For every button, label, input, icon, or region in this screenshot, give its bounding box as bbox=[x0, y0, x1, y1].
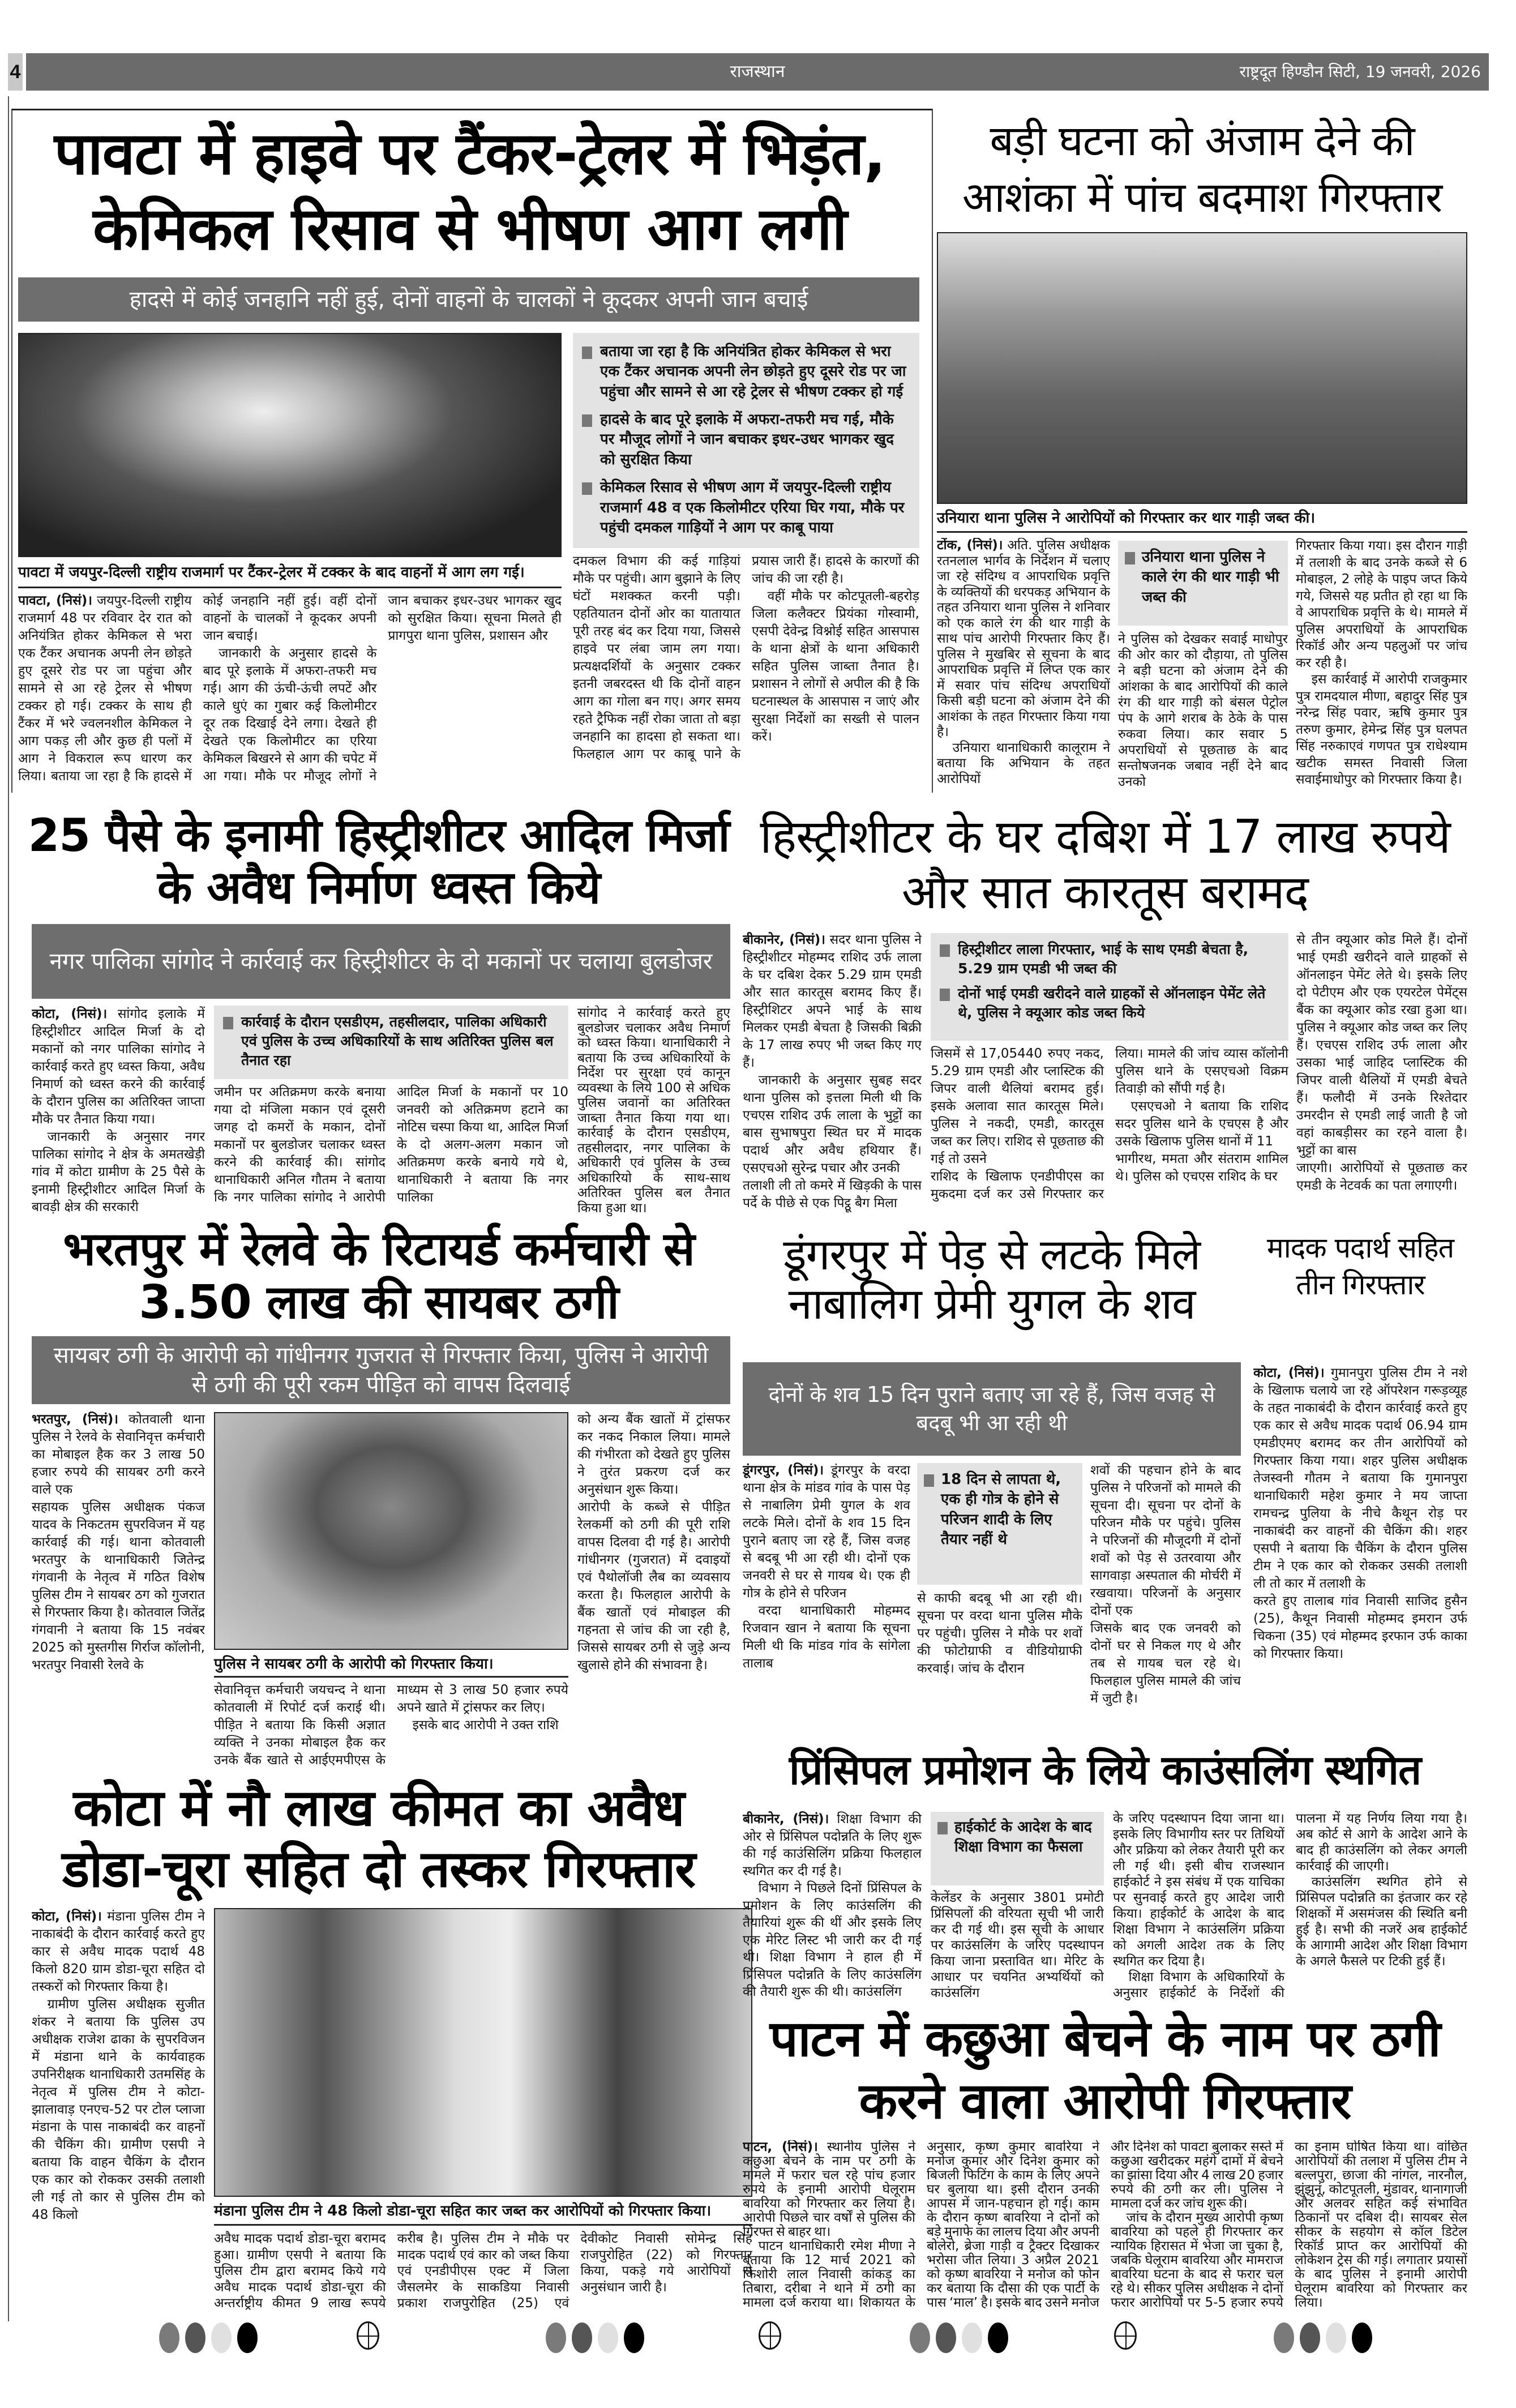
paragraph: स्थानीय पुलिस ने कछुआ बेचने के नाम पर ठगी के मामले में फरार चल रहे पांच हजार रुपये के इनामी आरोपी घेलूराम बावरिया को गिरफ्तार कर लिया है। आरोपी पिछले चार वर्षों से पुलिस की गिरफ्त से बाहर था। bbox=[743, 2140, 916, 2239]
article-body bbox=[32, 1908, 205, 2311]
registration-dot bbox=[624, 2323, 644, 2353]
article-body-continued bbox=[573, 553, 919, 788]
highlight-item bbox=[223, 1012, 559, 1070]
paragraph: वहीं मौके पर कोटपूतली-बहरोड़ जिला कलैक्टर प्रियंका गोस्वामी, एसपी देवेन्द्र विश्नोई सहित आसपास के थाना क्षेत्रों के थाना अधिकारी सहित पुलिस जाब्ता तैनात है। प्रशासन ने लोगों से अपील की है कि घटनास्थल के आसपास न जाएं और सुरक्षा निर्देशों का सख्ती से पालन करें। bbox=[752, 589, 919, 744]
headline: भरतपुर में रेलवे के रिटायर्ड कर्मचारी से 3.50 लाख की सायबर ठगी bbox=[63, 1222, 695, 1330]
dateline: बीकानेर, (निसं)। bbox=[743, 933, 825, 947]
headline: बड़ी घटना को अंजाम देने की आशंका में पांच बदमाश गिरफ्तार bbox=[962, 117, 1442, 222]
paragraph: को अन्य बैंक खातों में ट्रांसफर कर नकद निकाल लिया। मामले की गंभीरता को देखते हुए पुलिस ने तुरंत प्रकरण दर्ज कर अनुसंधान शुरू किया। bbox=[577, 1412, 730, 1497]
subheadline: नगर पालिका सांगोद ने कार्रवाई कर हिस्ट्रीशीटर के दो मकानों पर चलाया बुलडोजर bbox=[32, 924, 730, 999]
registration-dot bbox=[910, 2323, 930, 2353]
dateline: पाटन, (निसं)। bbox=[743, 2140, 818, 2154]
article-body bbox=[743, 1811, 922, 2001]
paragraph: भागीरथ, ममता और संतराम शामिल थे। पुलिस को एचएस राशिद के घर bbox=[1115, 1152, 1288, 1184]
headline: पावटा में हाइवे पर टैंकर-ट्रेलर में भिड़ंत, केमिकल रिसाव से भीषण आग लगी bbox=[54, 119, 886, 264]
paragraph: दमकल विभाग की कई गाड़ियां मौके पर पहुंची। आग बुझाने के लिए घंटों मशक्कत करनी पड़ी। एहतियातन दोनों ओर का यातायात पूरी तरह बंद कर दिया गया, जिससे हाइवे पर लंबा जाम लग गया। प्रत्यक्षदर्शियों के अनुसार टक्कर इतनी जबरदस्त थी कि दोनों वाहन आग का गोला बन गए। अगर समय रहते ट्रैफिक नहीं रोका जाता तो बड़ा जनहानि का हादसा हो सकता था। फिलहाल आग पर काबू पाने के प्रयास जारी हैं। हादसे के कारणों की जांच की जा रही है। bbox=[573, 554, 919, 762]
registration-dot bbox=[237, 2323, 258, 2353]
dateline: टोंक, (निसं)। bbox=[937, 538, 1003, 553]
highlight-text: केमिकल रिसाव से भीषण आग में जयपुर-दिल्ली राष्ट्रीय राजमार्ग 48 व एक किलोमीटर एरिया घिर गया, मौके पर पहुंची दमकल गाड़ियों ने आग पर काबू पाया bbox=[600, 479, 905, 536]
bullet-square-icon bbox=[582, 414, 592, 427]
headline: पाटन में कछुआ बेचने के नाम पर ठगी करने वाला आरोपी गिरफ्तार bbox=[769, 2009, 1441, 2130]
paragraph: जयपुर-दिल्ली राष्ट्रीय राजमार्ग 48 पर रविवार देर रात को अनियंत्रित होकर केमिकल से भरा एक टैंकर अचानक अपनी लेन छोड़ते हुए दूसरे रोड पर जा पहुंचा और सामने से आ रहे ट्रेलर से भीषण टक्कर हो गई। टक्कर के साथ ही टैंकर में भरे ज्वलनशील केमिकल ने आग पकड़ ली और कुछ ही पलों में आग ने विकराल रूप धारण कर लिया। बताया जा रहा है कि हादसे में कोई जनहानि नहीं हुई। वहीं दोनों वाहनों के चालकों ने कूदकर अपनी जान बचाई। bbox=[18, 593, 377, 784]
headline: प्रिंसिपल प्रमोशन के लिये काउंसलिंग स्थगित bbox=[789, 1746, 1421, 1794]
dateline: कोटा, (निसं)। bbox=[32, 1007, 108, 1021]
paragraph: सांगोद ने कार्रवाई करते हुए बुलडोजर चलाकर अवैध निमार्ण को ध्वस्त किया। थानाधिकारी ने बताया कि उच्च अधिकारियों के निर्देश पर सुरक्षा एवं कानून व्यवस्था के लिये 100 से अधिक पुलिस जवानों का अतिरिक्त जाब्ता तैनात किया गया था। कार्रवाई के दौरान एसडीएम, तहसीलदार, नगर पालिका के अधिकारी एवं पुलिस के उच्च अधिकारियो के साथ-साथ अतिरिक्त पुलिस बल तैनात किया हुआ था। bbox=[577, 1006, 730, 1216]
paragraph: आरोपी के कब्जे से पीड़ित रेलकर्मी को ठगी की पूरी राशि वापस दिलवा दी गई है। आरोपी गांधीनगर (गुजरात) में दवाइयों एवं पैथोलॉजी लैब का व्यवसाय करता है। फिलहाल आरोपी के बैंक खातों एवं मोबाइल की गहनता से जांच की जा रही है, जिससे सायबर ठगी से जुड़े अन्य खुलासे होने की संभावना है। bbox=[577, 1500, 730, 1673]
highlight-text: हिस्ट्रीशीटर लाला गिरफ्तार, भाई के साथ एमडी बेचता है, 5.29 ग्राम एमडी भी जब्त की bbox=[958, 941, 1249, 977]
bullet-square-icon bbox=[924, 1474, 934, 1487]
dateline: बीकानेर, (निसं)। bbox=[743, 1812, 829, 1827]
dateline: पावटा, (निसं)। bbox=[18, 593, 92, 608]
dateline: डूंगरपुर, (निसं)। bbox=[743, 1463, 824, 1478]
highlight-text: 18 दिन से लापता थे, एक ही गोत्र के होने से परिजन शादी के लिए तैयार नहीं थे bbox=[941, 1471, 1061, 1549]
highlights-box bbox=[214, 1006, 568, 1079]
article-body-continued bbox=[931, 1890, 1104, 2001]
highlight-item bbox=[940, 940, 1279, 978]
divider bbox=[214, 1676, 568, 1678]
article-body bbox=[743, 2140, 1467, 2313]
subheadline: सायबर ठगी के आरोपी को गांधीनगर गुजरात से गिरफ्तार किया, पुलिस ने आरोपी से ठगी की पूरी रकम पीड़ित को वापस दिलवाई bbox=[32, 1336, 730, 1404]
highlights-box bbox=[931, 1812, 1104, 1885]
paragraph: काउंसलिंग स्थगित होने से प्रिंसिपल पदोन्नति का इंतजार कर रहे शिक्षकों में असमंजस की स्थिति बनी हुई है। सभी की नजरें अब हाईकोर्ट के आगामी आदेश और शिक्षा विभाग के अगले फैसले पर टिकी हुई हैं। bbox=[1296, 1875, 1467, 1969]
paragraph: शवों की पहचान होने के बाद पुलिस ने परिजनों को मामले की सूचना दी। सूचना पर दोनों के परिजन मौके पर पहुंचे। पुलिस ने परिजनों की मौजूदगी में दोनों शवों को पेड़ से उतरवाया और सागवाड़ा अस्पताल की मोर्चरी में रखवाया। परिजनों के अनुसार दोनों एक bbox=[1090, 1463, 1241, 1618]
paragraph: डूंगरपुर के वरदा थाना क्षेत्र के मांडव गांव के पास पेड़ से नाबालिग प्रेमी युगल के शव लटके मिले। दोनों के शव 15 दिन पुराने बताए जा रहे हैं, जिस वजह से बदबू भी आ रही थी। दोनों एक जनवरी से घर से गायब थे। एक ही गोत्र के होने से परिजन bbox=[743, 1463, 910, 1601]
article-body-continued bbox=[1113, 1811, 1467, 2001]
photo-seized-car-and-accused bbox=[214, 1908, 752, 2197]
paragraph: से तीन क्यूआर कोड मिले हैं। दोनों भाई एमडी खरीदने वाले ग्राहकों से ऑनलाइन पेमेंट लेते थे। इसके लिए दो पेटीएम और एक एयरटेल पेमेंट्स बैंक का क्यूआर कोड रखा हुआ था। पुलिस ने क्यूआर कोड जब्त कर लिए हैं। एचएस राशिद उर्फ लाला और उसका भाई जाहिद प्लास्टिक की जिपर वाली थैलियों में एमडी बेचते हैं। फलौदी में उनके रिश्तेदार उमरदीन से एमडी लाई जाती है जो वहां काबड़ीसर का रहने वाला है। भुट्टों का बास bbox=[1296, 933, 1467, 1158]
paragraph: एसएचओ ने बताया कि राशिद सदर पुलिस थाने के एचएस है और उसके खिलाफ पुलिस थानों में 11 bbox=[1115, 1099, 1288, 1149]
bullet-square-icon bbox=[940, 989, 950, 1001]
paragraph: जानकारी के अनुसार हादसे के बाद पूरे इलाके में अफरा-तफरी मच गई। आग की ऊंची-ऊंची लपटें और काले धुएं का गुबार कई किलोमीटर दूर तक दिखाई देने लगा। देखते ही देखते एक किलोमीटर का एरिया केमिकल बिखरने से आग की चपेट में आ गया। मौके पर मौजूद लोगों ने जान बचाकर इधर-उधर भागकर खुद को सुरक्षित किया। सूचना मिलते ही प्रागपुरा थाना पुलिस, प्रशासन और bbox=[203, 593, 562, 784]
registration-dot bbox=[185, 2323, 205, 2353]
article-body-continued bbox=[1118, 631, 1288, 790]
paragraph: मंडाना पुलिस टीम ने नाकाबंदी के दौरान कार्रवाई करते हुए कार से अवैध मादक पदार्थ 48 किलो 820 ग्राम डोडा-चूरा सहित दो तस्करों को गिरफ्तार किया है। bbox=[32, 1909, 205, 1994]
article-body bbox=[743, 931, 922, 1216]
paragraph: के जरिए पदस्थापन दिया जाना था। इसके लिए विभागीय स्तर पर तिथियों और प्रक्रिया को लेकर तैयारी पूरी कर ली गई थी। इसी बीच राजस्थान हाईकोर्ट ने इस संबंध में एक याचिका पर सुनवाई करते हुए आदेश जारी किया। हाईकोर्ट के आदेश के बाद शिक्षा विभाग ने काउंसलिंग प्रक्रिया को अगली आदेश तक के लिए स्थगित कर दिया है। bbox=[1113, 1811, 1284, 1969]
paragraph: करते हुए तालाब गांव निवासी साजिद हुसैन (25), कैथून निवासी मोहम्मद इमरान उर्फ चिकना (35) एवं मोहम्मद इरफान उर्फ काका को गिरफ्तार किया। bbox=[1253, 1594, 1467, 1661]
highlight-item bbox=[582, 342, 910, 402]
paragraph: जाएगी। आरोपियों से पूछताछ कर एमडी के नेटवर्क का पता लगाएगी। bbox=[1296, 1161, 1467, 1193]
paragraph: अति. पुलिस अधीक्षक रतनलाल भार्गव के निर्देशन में चलाए जा रहे संदिग्ध व आपराधिक प्रवृत्ति के व्यक्तियों की धरपकड़ अभियान के तहत उनियारा थाना पुलिस ने शनिवार को एक काले रंग की थार गाड़ी के साथ पांच आरोपी गिरफ्तार किए हैं। पुलिस ने मुखबिर से सूचना के बाद आपराधिक प्रवृत्ति में लिप्त एक कार में सवार पांच संदिग्ध अपराधियों किसी बड़ी घटना को अंजाम देने की आशंका के तहत गिरफ्तार किया गया है। bbox=[937, 538, 1110, 739]
registration-dot bbox=[1274, 2323, 1294, 2353]
dateline: भरतपुर, (निसं)। bbox=[32, 1412, 118, 1427]
bullet-square-icon bbox=[937, 1822, 948, 1834]
registration-crosshair-icon bbox=[759, 2321, 781, 2350]
paragraph: ग्रामीण पुलिस अधीक्षक सुजीत शंकर ने बताया कि पुलिस उप अधीक्षक राजेश ढाका के सुपरविजन में मंडाना थाने के कार्यवाहक उपनिरीक्षक थानाधिकारी उतमसिंह के नेतृत्व में पुलिस टीम ने कोटा-झालावाड़ एनएच-52 पर टोल प्लाजा मंडाना के पास नाकाबंदी कर वाहनों की चैकिंग की। ग्रामीण एसपी ने बताया कि वाहन चैकिंग के दौरान एक कार को रोककर उसकी तलाशी ली गई तो कार से पुलिस टीम को 48 किलो bbox=[32, 1997, 205, 2222]
paragraph: शिक्षा विभाग के अधिकारियों के अनुसार हाईकोर्ट के निर्देशों की पालना में यह निर्णय लिया गया है। अब कोर्ट से आगे के आदेश आने के बाद ही काउंसलिंग को लेकर अगली कार्रवाई की जाएगी। bbox=[1113, 1811, 1467, 2000]
photo-caption: मंडाना पुलिस टीम ने 48 किलो डोडा-चूरा सहित कार जब्त कर आरोपियों को गिरफ्तार किया। bbox=[214, 2202, 712, 2219]
photo-caption: उनियारा थाना पुलिस ने आरोपियों को गिरफ्तार कर थार गाड़ी जब्त की। bbox=[937, 510, 1316, 527]
highlight-item bbox=[1125, 548, 1281, 608]
registration-dot bbox=[1352, 2323, 1372, 2353]
headline: मादक पदार्थ सहित तीन गिरफ्तार bbox=[1266, 1231, 1454, 1301]
bullet-square-icon bbox=[1125, 552, 1135, 564]
paragraph: से काफी बदबू भी आ रही थी। सूचना पर वरदा थाना पुलिस मौके पर पहुंची। पुलिस ने मौके पर शवों की फोटोग्राफी व वीडियोग्राफी करवाई। जांच के दौरान bbox=[917, 1591, 1082, 1676]
paragraph: जिसमें से 17,05440 रुपए नकद, 5.29 ग्राम एमडी और प्लास्टिक की जिपर वाली थैलियां बरामद हुई। इसके अलावा सात कारतूस मिले। पुलिस ने नकदी, एमडी, कारतूस जब्त कर लिए। राशिद से पूछताछ की गई तो उसने bbox=[931, 1046, 1104, 1166]
paragraph: वरदा थानाधिकारी मोहम्मद रिजवान खान ने बताया कि सूचना मिली थी कि मांडव गांव के सांगेला तालाब bbox=[743, 1603, 910, 1671]
headline: कोटा में नौ लाख कीमत का अवैध डोडा-चूरा सहित दो तस्कर गिरफ्तार bbox=[62, 1778, 696, 1899]
subheadline: हादसे में कोई जनहानि नहीं हुई, दोनों वाहनों के चालकों ने कूदकर अपनी जान बचाई bbox=[18, 277, 919, 322]
highlight-text: हाईकोर्ट के आदेश के बाद शिक्षा विभाग का फैसला bbox=[954, 1819, 1092, 1856]
article-body-continued bbox=[214, 1682, 568, 1771]
bullet-square-icon bbox=[223, 1017, 233, 1029]
highlight-item bbox=[940, 984, 1279, 1023]
paragraph: गुमानपुरा पुलिस टीम ने नशे के खिलाफ चलाये जा रहे ऑपरेशन गरूड़व्यूह के तहत नाकाबंदी के दौरान कार्रवाई करते हुए एक कार से अवैध मादक पदार्थ 06.94 ग्राम एमडीएमए बरामद कर तीन आरोपियों को गिरफ्तार किया गया। शहर पुलिस अधीक्षक तेजस्वनी गौतम ने बताया कि गुमानपुरा थानाधिकारी महेश कुमार ने मय जाप्ता रामचन्द्र पुलिया के नीचे कैथून रोड़ पर नाकाबंदी कर वाहनों की चैकिंग की। शहर एसपी ने बताया कि चैकिंग के दौरान पुलिस टीम ने एक कार को रोककर उसकी तलाशी ली तो कार में तलाशी के bbox=[1253, 1366, 1467, 1591]
article-body-continued bbox=[917, 1590, 1082, 1729]
article-body bbox=[18, 592, 562, 788]
paragraph: जानकारी के अनुसार नगर पालिका सांगोद ने क्षेत्र के अमतखेड़ी गांव में कोटा ग्रामीण के 25 पैसे के इनामी हिस्ट्रीशीटर आदिल मिर्जा के बावड़ी क्षेत्र की सरकारी bbox=[32, 1130, 205, 1214]
page-header-bar bbox=[26, 53, 1489, 91]
dateline: कोटा, (निसं)। bbox=[32, 1909, 102, 1924]
article-body bbox=[32, 1411, 205, 1771]
registration-crosshair-icon bbox=[1114, 2321, 1137, 2350]
registration-dot bbox=[546, 2323, 566, 2353]
highlights-box bbox=[917, 1463, 1082, 1585]
registration-dot bbox=[988, 2323, 1008, 2353]
paragraph: केलेंडर के अनुसार 3801 प्रमोटी प्रिंसिपलों की वरियता सूची भी जारी कर दी गई थी। इस सूची के आधार पर काउंसलिंग के जरिए पदस्थापन किया जाना प्रस्तावित था। मेरिट के आधार पर चयनित अभ्यर्थियों को काउंसलिंग bbox=[931, 1891, 1104, 2000]
paragraph: राशिद के खिलाफ एनडीपीएस का मुकदमा दर्ज कर उसे गिरफ्तार कर लिया। मामले की जांच व्यास कॉलोनी पुलिस थाने के एसएचओ विक्रम तिवाड़ी को सौंपी गई है। bbox=[931, 1046, 1288, 1201]
registration-dot bbox=[1326, 2323, 1346, 2353]
paragraph: जानकारी के अनुसार सुबह सदर थाना पुलिस को इत्तला मिली थी कि एचएस राशिद उर्फ लाला के भुट्टों का बास सुभाषपुरा स्थित घर में मादक पदार्थ और अवैध हथियार हैं। एसएचओ सुरेन्द्र पचार और उनकी bbox=[743, 1073, 922, 1175]
article-body-continued bbox=[1296, 538, 1467, 790]
highlight-item bbox=[582, 410, 910, 470]
highlight-item bbox=[937, 1817, 1097, 1858]
article-body-continued bbox=[214, 1084, 568, 1216]
paragraph: इस कार्रवाई में आरोपी राजकुमार पुत्र रामदयाल मीणा, बहादुर सिंह पुत्र नरेन्द्र सिंह पवार, ऋषि कुमार पुत्र तरुण कुमार, हेमेन्द्र सिंह पुत्र घलपत सिंह नरुकाएवं गणपत पुत्र राधेश्याम खटीक समस्त निवासी जिला सवाईमाधोपुर को गिरफ्तार किया है। bbox=[1296, 672, 1467, 787]
registration-dot bbox=[1300, 2323, 1320, 2353]
registration-dot bbox=[962, 2323, 982, 2353]
paragraph: इसके बाद आरोपी ने उक्त राशि bbox=[412, 1718, 559, 1733]
photo-arrested-accused-with-police bbox=[937, 232, 1467, 504]
divider bbox=[18, 587, 562, 588]
highlight-text: कार्रवाई के दौरान एसडीएम, तहसीलदार, पालिका अधिकारी एवं पुलिस के उच्च अधिकारियों के साथ अतिरिक्त पुलिस बल तैनात रहा bbox=[241, 1013, 554, 1068]
highlights-box bbox=[573, 333, 919, 548]
registration-dot bbox=[159, 2323, 179, 2353]
paragraph: सांगोद इलाके में हिस्ट्रीशीटर आदिल मिर्जा के दो मकानों को नगर पालिका सांगोद ने कार्रवाई करते हुए ध्वस्त किया, अवैध निमार्ण को ध्वस्त करने की कार्रवाई के दौरान पुलिस का अतिरिक्त जाप्ता मौके पर तैनात किया गया। bbox=[32, 1007, 205, 1127]
registration-dot bbox=[211, 2323, 232, 2353]
paragraph: जमीन पर अतिक्रमण करके बनाया गया दो मंजिला मकान एवं दूसरी जगह दो कमरों के मकान, दोनों मकानों पर बुलडोजर चलाकर ध्वस्त करने की कार्रवाई की। सांगोद थानाधिकारी अनिल गौतम ने बताया कि नगर पालिका सांगोद ने आरोपी आदिल मिर्जा के मकानों पर 10 जनवरी को अतिक्रमण हटाने का नोटिस चस्पा किया था, आदिल मिर्जा के दो अलग-अलग मकान जो अतिक्रमण करके बनाये गये थे, थानाधिकारी ने बताया कि नगर पालिका bbox=[214, 1085, 568, 1205]
paragraph: ने पुलिस को देखकर सवाई माधोपुर की ओर कार को दौड़ाया, तो पुलिस ने बड़ी घटना को अंजाम देने की आंशका के बाद आरोपियों की काले रंग की थार गाड़ी को बंसल पेट्रोल पंप के आगे शराब के ठेके के पास रुकवा लिया। कार सवार 5 अपराधियों से पूछताछ के बाद सन्तोषजनक जबाव नहीं देने बाद उनको bbox=[1118, 632, 1288, 789]
dateline: कोटा, (निसं)। bbox=[1253, 1366, 1325, 1380]
bullet-square-icon bbox=[582, 482, 592, 495]
highlights-box bbox=[931, 933, 1288, 1041]
registration-crosshair-icon bbox=[357, 2321, 379, 2350]
page-left-border bbox=[8, 96, 9, 2321]
headline: 25 पैसे के इनामी हिस्ट्रीशीटर आदिल मिर्जा के अवैध निर्माण ध्वस्त किये bbox=[28, 809, 730, 914]
highlights-box bbox=[1118, 541, 1288, 626]
article-body-continued bbox=[1090, 1462, 1241, 1729]
paragraph: जांच के दौरान मुख्य आरोपी कृष्ण बावरिया को पहले ही गिरफ्तार कर न्यायिक हिरासत में भेजा जा चुका है, जबकि घेलूराम बावरिया और मामराज बावरिया घटना के बाद से फरार चल रहे थे। सीकर पुलिस अधीक्षक ने दोनों फरार आरोपियों पर 5-5 हजार रुपये का इनाम घोषित किया था। वांछित आरोपियों की तलाश में पुलिस टीम ने बल्लपुरा, छाजा की नांगल, नारनौल, झुंझुनूं, कोटपूतली, मुंडावर, थानागाजी और अलवर सहित कई संभावित ठिकानों पर दबिश दी। सायबर सेल सीकर के सहयोग से कॉल डिटेल रिकॉर्ड प्राप्त कर आरोपियों की लोकेशन ट्रेस की गई। लगातार प्रयासों के बाद पुलिस ने इनामी आरोपी घेलूराम बावरिया को गिरफ्तार कर लिया। bbox=[1111, 2140, 1467, 2310]
paragraph: शिक्षा विभाग की ओर से प्रिंसिपल पदोन्नति के लिए शुरू की गई काउंसिलिंग प्रक्रिया फिलहाल स्थगित कर दी गई है। bbox=[743, 1812, 922, 1879]
page-number: 4 bbox=[8, 53, 23, 91]
headline: हिस्ट्रीशीटर के घर दबिश में 17 लाख रुपये और सात कारतूस बरामद bbox=[760, 810, 1450, 920]
highlight-text: हादसे के बाद पूरे इलाके में अफरा-तफरी मच गई, मौके पर मौजूद लोगों ने जान बचाकर इधर-उधर भागकर खुद को सुरक्षित किया bbox=[600, 411, 894, 468]
highlight-item bbox=[924, 1470, 1076, 1550]
divider bbox=[937, 531, 1467, 533]
edition-date: राष्ट्रदूत हिण्डौन सिटी, 19 जनवरी, 2026 bbox=[1239, 62, 1481, 81]
registration-dot bbox=[572, 2323, 592, 2353]
highlight-text: दोनों भाई एमडी खरीदने वाले ग्राहकों से ऑनलाइन पेमेंट लेते थे, पुलिस ने क्यूआर कोड जब्त किये bbox=[958, 985, 1266, 1021]
bullet-square-icon bbox=[582, 347, 592, 359]
article-body bbox=[32, 1006, 205, 1216]
photo-accused-portrait bbox=[214, 1412, 568, 1650]
headline: डूंगरपुर में पेड़ से लटके मिले नाबालिग प्रेमी युगल के शव bbox=[783, 1229, 1201, 1329]
paragraph: तलाशी ली तो कमरे में खिड़की के पास पर्दे के पीछे से एक पिट्ठू बैग मिला bbox=[743, 1178, 922, 1211]
paragraph: गिरफ्तार किया गया। इस दौरान गाड़ी में तलाशी के बाद उनके कब्जे से 6 मोबाइल, 2 लोहे के पाइप जप्त किये गये, जिससे यह प्रतीत हो रहा था कि वे आपराधिक प्रवृत्ति के थे। मामले में पुलिस अपराधियों के आपराधिक रिकॉर्ड और अन्य पहलुओं पर जांच कर रही है। bbox=[1296, 538, 1467, 670]
article-body-continued bbox=[214, 2231, 752, 2312]
divider bbox=[214, 2224, 752, 2226]
article-body bbox=[743, 1462, 910, 1729]
highlight-item bbox=[582, 478, 910, 538]
registration-dot bbox=[936, 2323, 956, 2353]
subheadline: दोनों के शव 15 दिन पुराने बताए जा रहे हैं, जिस वजह से बदबू भी आ रही थी bbox=[743, 1362, 1241, 1456]
bullet-square-icon bbox=[940, 944, 950, 957]
article-body-continued bbox=[1296, 931, 1467, 1216]
paragraph: अवैध मादक पदार्थ डोडा-चूरा बरामद हुआ। ग्रामीण एसपी ने बताया कि पुलिस टीम द्वारा बरामद किये गये अवैध मादक पदार्थ डोडा-चूरा की अन्तर्राष्ट्रीय कीमत 9 लाख रूपये करीब है। पुलिस टीम ने मौके पर मादक पदार्थ एवं कार को जब्त किया एवं एनडीपीएस एक्ट में जिला जैसलमेर के साकडिया निवासी प्रकाश राजपुरोहित (25) एवं देवीकोट निवासी सोमेन्द्र सिह राजपुरोहित (22) को गिरफ्तार किया, पकड़े गये आरोपियों से अनुसंधान जारी है। bbox=[214, 2231, 752, 2311]
article-body-continued bbox=[577, 1006, 730, 1216]
registration-dot bbox=[598, 2323, 618, 2353]
paragraph: जिसके बाद एक जनवरी को दोनों घर से निकल गए थे और तब से गायब चल रहे थे। फिलहाल पुलिस मामले की जांच में जुटी है। bbox=[1090, 1621, 1241, 1706]
article-body-continued bbox=[577, 1411, 730, 1771]
section-name: राजस्थान bbox=[730, 62, 785, 82]
paragraph: कोतवाली थाना पुलिस ने रेलवे के सेवानिवृत्त कर्मचारी का मोबाइल हैक कर 3 लाख 50 हजार रुपये की सायबर ठगी करने वाले एक bbox=[32, 1412, 205, 1497]
photo-caption: पुलिस ने सायबर ठगी के आरोपी को गिरफ्तार किया। bbox=[214, 1656, 494, 1673]
photo-burning-vehicles bbox=[18, 333, 562, 557]
article-body-continued bbox=[931, 1045, 1288, 1216]
paragraph: विभाग ने पिछले दिनों प्रिंसिपल के प्रमोशन के लिए काउंसलिंग की तैयारियां शुरू की थीं और इसके लिए एक मेरिट लिस्ट भी जारी कर दी गई थी। शिक्षा विभाग ने हाल ही में प्रिंसिपल पदोन्नति के लिए काउंसलिंग की तैयारी शुरू की थी। काउंसलिंग bbox=[743, 1881, 922, 1999]
paragraph: सदर थाना पुलिस ने हिस्ट्रीशीटर मोहम्मद राशिद उर्फ लाला के घर दबिश देकर 5.29 ग्राम एमडी और सात कारतूस बरामद किए हैं। हिस्ट्रीशिटर अपने भाई के साथ मिलकर एमडी बेचता है जिसकी बिक्री के 17 लाख रुपए भी जब्त किए गए हैं। bbox=[743, 933, 922, 1070]
article-body bbox=[1253, 1365, 1467, 1729]
photo-caption: पावटा में जयपुर-दिल्ली राष्ट्रीय राजमार्ग पर टैंकर-ट्रेलर में टक्कर के बाद वाहनों में आग लग गई। bbox=[18, 564, 525, 581]
paragraph: उनियारा थानाधिकारी कालूराम ने बताया कि अभियान के तहत आरोपियों bbox=[937, 740, 1110, 786]
highlight-text: उनियारा थाना पुलिस ने काले रंग की थार गाड़ी भी जब्त की bbox=[1142, 549, 1279, 606]
article-body bbox=[937, 538, 1110, 790]
paragraph: सहायक पुलिस अधीक्षक पंकज यादव के निकटतम सुपरविजन में यह कार्रवाई की गई। थाना कोतवाली भरतपुर के थानाधिकारी जितेन्द्र गंगवानी के नेतृत्व में गठित विशेष पुलिस टीम ने सायबर ठग को गुजरात से गिरफ्तार किया है। कोतवाल जितेंद्र गंगवानी ने बताया कि 15 नवंबर 2025 को मुस्तगीस गिर्राज कॉलोनी, भरतपुर निवासी रेलवे के bbox=[32, 1500, 205, 1673]
highlight-text: बताया जा रहा है कि अनियंत्रित होकर केमिकल से भरा एक टैंकर अचानक अपनी लेन छोड़ते हुए दूसरे रोड पर जा पहुंचा और सामने से आ रहे ट्रेलर से भीषण टक्कर हो गई bbox=[600, 343, 906, 400]
paragraph: पाटन थानाधिकारी रमेश मीणा ने बताया कि 12 मार्च 2021 को किशोरी लाल निवासी कांकड़ का तिबारा, दरीबा ने थाने में ठगी का मामला दर्ज कराया था। शिकायत के अनुसार, कृष्ण कुमार बावरिया ने मनोज कुमार और दिनेश कुमार को बिजली फिटिंग के काम के लिए अपने घर बुलाया था। इसी दौरान उनकी आपस में जान-पहचान हो गई। काम के दौरान कृष्ण बावरिया ने दोनों को बड़े मुनाफे का लालच दिया और अपनी बोलेरो, ब्रेजा गाड़ी व ट्रैक्टर दिखाकर भरोसा जीत लिया। 3 अप्रैल 2021 को कृष्ण बावरिया ने मनोज को फोन कर बताया कि दौसा की एक पार्टी के पास ‘माल’ है। इसके बाद उसने मनोज और दिनेश को पावटा बुलाकर सस्ते में कछुआ खरीदकर महंगे दामों में बेचने का झांसा दिया और 4 लाख 20 हजार रुपये की ठगी कर ली। पुलिस ने मामला दर्ज कर जांच शुरू की। bbox=[743, 2140, 1283, 2310]
paragraph: सेवानिवृत्त कर्मचारी जयचन्द ने थाना कोतवाली में रिपोर्ट दर्ज कराई थी। पीड़ित ने बताया कि किसी अज्ञात व्यक्ति ने उनका मोबाइल हैक कर उनके बैंक खाते से आईएमपीएस के माध्यम से 3 लाख 50 हजार रुपये अपने खाते में ट्रांसफर कर लिए। bbox=[214, 1683, 568, 1768]
